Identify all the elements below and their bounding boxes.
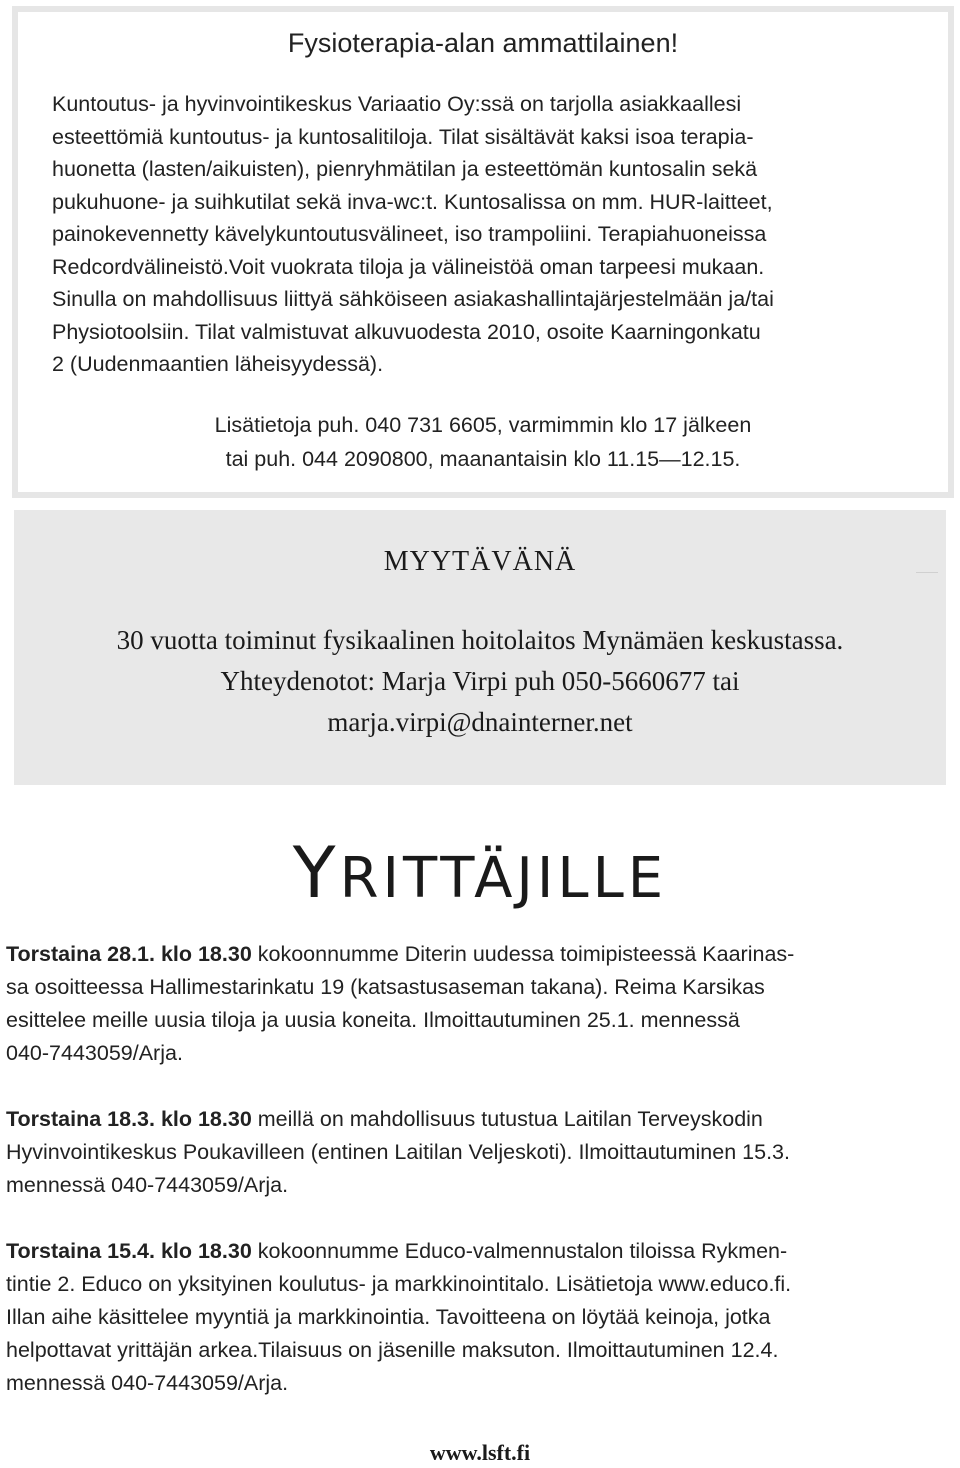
- event-line: Hyvinvointikeskus Poukavilleen (entinen Laitilan Veljeskoti). Ilmoittautuminen 15.3.: [6, 1140, 790, 1164]
- event-list: [6, 938, 956, 1433]
- sale-title: MYYTÄVÄNÄ: [383, 546, 577, 577]
- ad-contact-line: tai puh. 044 2090800, maanantaisin klo 11.15—12.15.: [225, 447, 741, 471]
- section-heading: [0, 832, 960, 914]
- event-date: Torstaina 15.4. klo 18.30: [6, 1239, 252, 1263]
- ad-body-line: painokevennetty kävelykuntoutusvälineet, iso trampoliini. Terapiahuoneissa: [52, 222, 767, 246]
- ad-body-line: Redcordvälineistö.Voit vuokrata tiloja ja välineistöä oman tarpeesi mukaan.: [52, 254, 765, 279]
- sale-line: 30 vuotta toiminut fysikaalinen hoitolaitos Mynämäen keskustassa.: [116, 625, 844, 655]
- ad-title: Fysioterapia-alan ammattilainen!: [287, 28, 679, 58]
- section-heading-rest: RITTÄJILLE: [339, 846, 668, 911]
- event-line: helpottavat yrittäjän arkea.Tilaisuus on jäsenille maksuton. Ilmoittautuminen 12.4.: [6, 1338, 779, 1362]
- event-line: esittelee meille uusia tiloja ja uusia koneita. Ilmoittautuminen 25.1. mennessä: [6, 1008, 740, 1032]
- event-first-line: [6, 938, 956, 971]
- ad-body-line: 2 (Uudenmaantien läheisyydessä).: [52, 352, 384, 376]
- ad-body: [52, 88, 932, 381]
- sale-email-link[interactable]: marja.virpi@dnainterner.net: [327, 707, 633, 737]
- event-text: kokoonnumme Diterin uudessa toimipisteessä Kaarinas-: [251, 942, 795, 966]
- job-ad-box: [12, 6, 954, 498]
- event-line: Illan aihe käsittelee myyntiä ja markkinointia. Tavoitteena on löytää keinoja, jotka: [6, 1305, 771, 1329]
- event-item: [6, 1235, 956, 1400]
- event-date: Torstaina 18.3. klo 18.30: [6, 1107, 252, 1131]
- event-line: tintie 2. Educo on yksityinen koulutus- ja markkinointitalo. Lisätietoja www.educo.fi.: [6, 1272, 792, 1296]
- sale-text: [14, 620, 946, 743]
- ad-body-line: Physiotoolsiin. Tilat valmistuvat alkuvuodesta 2010, osoite Kaarningonkatu: [52, 319, 761, 344]
- event-text: kokoonnumme Educo-valmennustalon tiloissa Rykmen-: [251, 1239, 788, 1263]
- event-line: mennessä 040-7443059/Arja.: [6, 1173, 289, 1197]
- ad-body-line: Sinulla on mahdollisuus liittyä sähköiseen asiakashallintajärjestelmään ja/tai: [52, 287, 774, 311]
- event-first-line: [6, 1103, 956, 1136]
- event-first-line: [6, 1235, 956, 1268]
- ad-contact: [18, 408, 948, 476]
- event-item: [6, 938, 956, 1070]
- ad-body-line: huonetta (lasten/aikuisten), pienryhmätilan ja esteettömän kuntosalin sekä: [52, 157, 758, 181]
- event-item: [6, 1103, 956, 1202]
- footer-url-link[interactable]: www.lsft.fi: [429, 1440, 531, 1465]
- event-line: sa osoitteessa Hallimestarinkatu 19 (katsastusaseman takana). Reima Karsikas: [6, 975, 765, 999]
- sale-line: Yhteydenotot: Marja Virpi puh 050-5660677 tai: [220, 666, 740, 696]
- ad-contact-line: Lisätietoja puh. 040 731 6605, varmimmin klo 17 jälkeen: [214, 413, 752, 437]
- event-line: mennessä 040-7443059/Arja.: [6, 1371, 289, 1395]
- event-line: 040-7443059/Arja.: [6, 1041, 183, 1065]
- ad-body-line: Kuntoutus- ja hyvinvointikeskus Variaatio Oy:ssä on tarjolla asiakkaallesi: [52, 92, 742, 116]
- section-heading-initial: Y: [292, 832, 340, 914]
- event-date: Torstaina 28.1. klo 18.30: [6, 942, 252, 966]
- divider: [916, 572, 938, 573]
- ad-body-line: esteettömiä kuntoutus- ja kuntosalitiloja. Tilat sisältävät kaksi isoa terapia-: [52, 124, 754, 149]
- ad-body-line: pukuhuone- ja suihkutilat sekä inva-wc:t. Kuntosalissa on mm. HUR-laitteet,: [52, 189, 773, 214]
- for-sale-box: [14, 510, 946, 785]
- event-text: meillä on mahdollisuus tutustua Laitilan Terveyskodin: [251, 1107, 763, 1131]
